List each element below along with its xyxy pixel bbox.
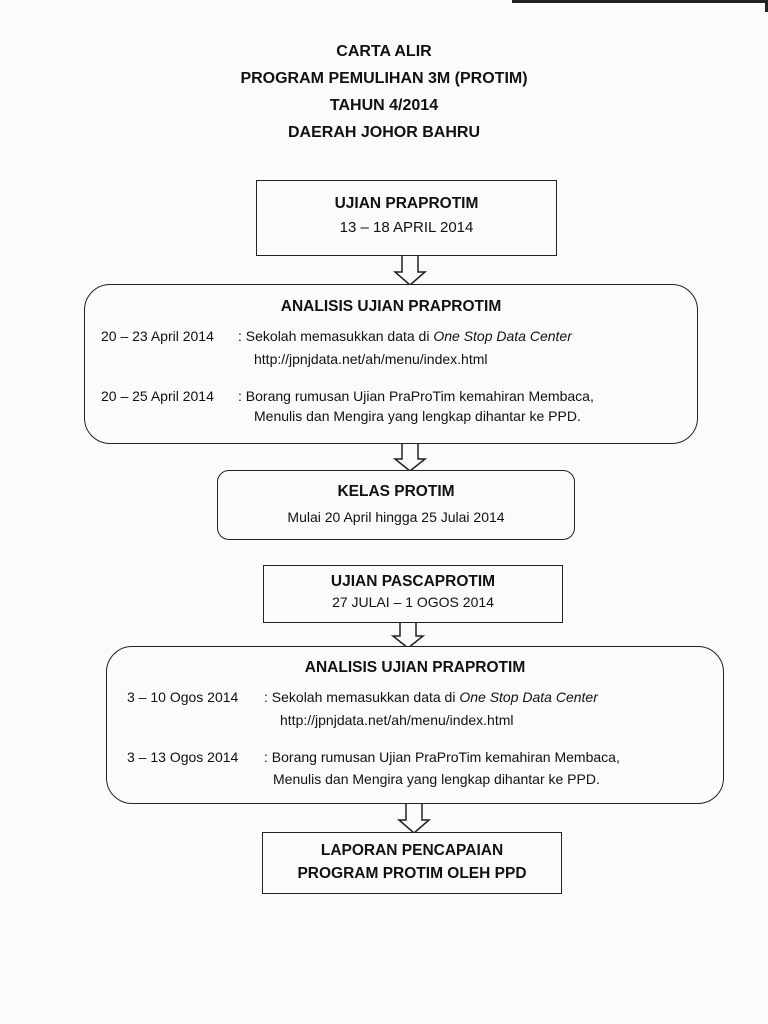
step5-item2-date: 3 – 13 Ogos 2014 [127,749,239,765]
step5-item1-text: : Sekolah memasukkan data di [264,689,460,705]
step2-item1-desc [238,326,572,346]
step-analisis-pascaprotim [106,646,724,804]
step-kelas-protim [217,470,575,540]
step5-item1-emphasis: One Stop Data Center [459,689,598,705]
arrow-down-2 [392,444,428,472]
step4-title: UJIAN PASCAPROTIM [330,573,496,590]
page-edge-line [512,0,768,3]
arrow-down-4 [396,804,432,834]
flowchart-title [0,38,768,146]
step2-item1-text: : Sekolah memasukkan data di [238,328,434,344]
step2-item2-desc-line2: Menulis dan Mengira yang lengkap dihantar ke PPD. [254,408,581,424]
step2-item2-desc: : Borang rumusan Ujian PraProTim kemahiran Membaca, [238,388,594,404]
step5-item1-desc [264,687,598,707]
step6-line2: PROGRAM PROTIM OLEH PPD [297,865,527,882]
step1-title: UJIAN PRAPROTIM [334,195,479,212]
step2-item1-emphasis: One Stop Data Center [433,328,572,344]
step5-item2-desc: : Borang rumusan Ujian PraProTim kemahiran Membaca, [264,749,620,765]
step-laporan-pencapaian [262,832,562,894]
step4-date: 27 JULAI – 1 OGOS 2014 [332,594,494,610]
step-analisis-praprotim [84,284,698,444]
step5-item1-url: http://jpnjdata.net/ah/menu/index.html [280,712,514,728]
title-line-4: DAERAH JOHOR BAHRU [287,124,480,141]
step3-date: Mulai 20 April hingga 25 Julai 2014 [287,509,505,525]
title-line-3: TAHUN 4/2014 [329,97,439,114]
step5-item2-desc-line2: Menulis dan Mengira yang lengkap dihantar ke PPD. [273,771,600,787]
step5-item1-date: 3 – 10 Ogos 2014 [127,689,239,705]
step2-item1-date: 20 – 23 April 2014 [101,328,214,344]
step3-title: KELAS PROTIM [337,483,455,500]
step-ujian-praprotim [256,180,557,256]
title-line-2: PROGRAM PEMULIHAN 3M (PROTIM) [240,70,528,87]
title-line-1: CARTA ALIR [336,43,432,60]
step5-title: ANALISIS UJIAN PRAPROTIM [304,659,526,676]
step1-date: 13 – 18 APRIL 2014 [339,219,474,236]
step-ujian-pascaprotim [263,565,563,623]
step2-item1-url: http://jpnjdata.net/ah/menu/index.html [254,351,488,367]
step2-item2-date: 20 – 25 April 2014 [101,388,214,404]
step6-line1: LAPORAN PENCAPAIAN [320,842,504,859]
arrow-down-1 [392,256,428,286]
step2-title: ANALISIS UJIAN PRAPROTIM [280,298,502,315]
